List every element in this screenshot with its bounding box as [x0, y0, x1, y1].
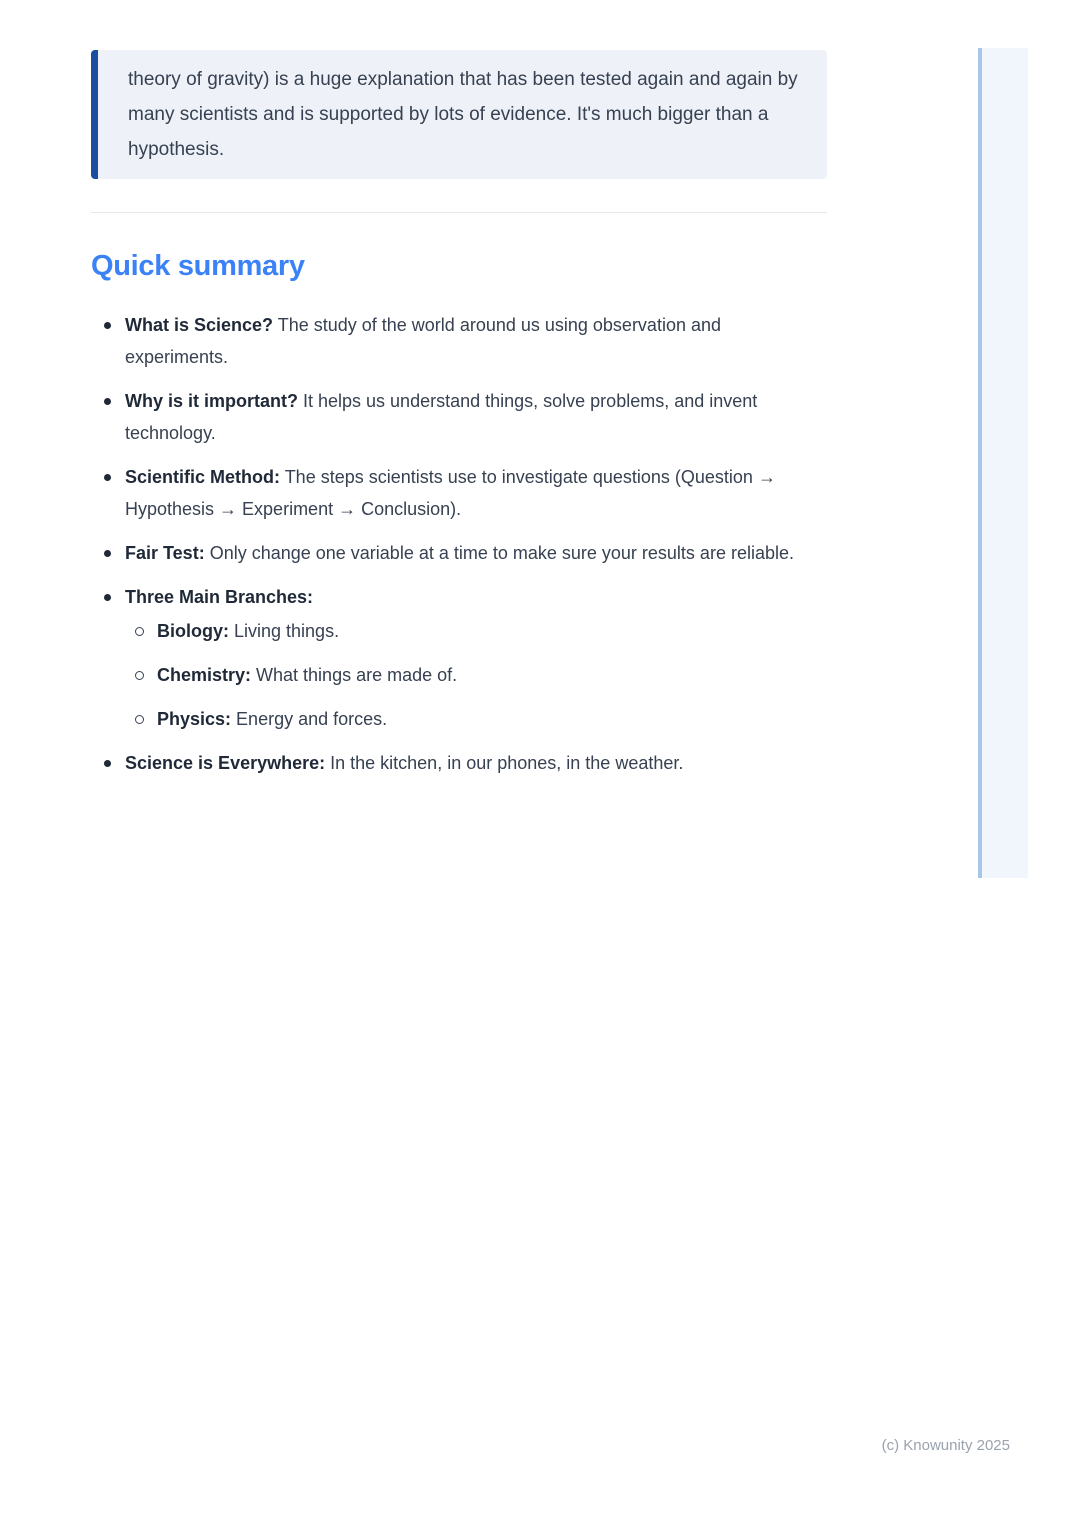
sub-list [91, 615, 827, 735]
list-item-lead: Science is Everywhere: [125, 753, 326, 773]
next-page-edge [978, 48, 1028, 878]
disc-bullet-icon [104, 398, 111, 405]
list-item-row [91, 537, 827, 569]
list-item-lead: Physics: [157, 709, 232, 729]
list-item-row [91, 309, 827, 373]
list-item-text: Chemistry: What things are made of. [157, 665, 458, 685]
list-item [91, 385, 827, 449]
list-item-row [91, 659, 827, 691]
blockquote-text: theory of gravity) is a huge explanation that has been tested again and again by many scientists and is supported by lots of evidence. It's much bigger than a hypothesis. [128, 69, 798, 160]
disc-bullet-icon [104, 760, 111, 767]
list-item-text: Fair Test: Only change one variable at a time to make sure your results are reliable. [125, 543, 794, 563]
list-item [91, 581, 827, 735]
list-item [91, 747, 827, 779]
list-item [91, 309, 827, 373]
sub-list-item [91, 615, 827, 647]
circle-bullet-icon [135, 715, 144, 724]
footer-copyright: (c) Knowunity 2025 [881, 1437, 1010, 1454]
list-item-text [125, 581, 827, 613]
list-item-text: Biology: Living things. [157, 621, 340, 641]
list-item-lead: Chemistry: [157, 665, 252, 685]
disc-bullet-icon [104, 474, 111, 481]
blockquote-callout [91, 50, 827, 179]
page-content [91, 50, 827, 791]
disc-bullet-icon [104, 594, 111, 601]
sub-list-item [91, 659, 827, 691]
list-item-lead: What is Science? [125, 315, 274, 335]
list-item-text: Science is Everywhere: In the kitchen, in our phones, in the weather. [125, 753, 684, 773]
disc-bullet-icon [104, 550, 111, 557]
list-item-row [91, 703, 827, 735]
summary-list [91, 309, 827, 779]
list-item-lead: Three Main Branches: [125, 587, 314, 607]
circle-bullet-icon [135, 671, 144, 680]
list-item [91, 461, 827, 525]
list-item-lead: Why is it important? [125, 391, 298, 411]
list-item-lead: Scientific Method: [125, 467, 281, 487]
list-item-lead: Fair Test: [125, 543, 205, 563]
list-item-text: Physics: Energy and forces. [157, 709, 388, 729]
section-divider [91, 212, 827, 213]
list-item-row [91, 385, 827, 449]
sub-list-item [91, 703, 827, 735]
disc-bullet-icon [104, 322, 111, 329]
list-item-row [91, 747, 827, 779]
list-item [91, 537, 827, 569]
list-item-row [91, 461, 827, 525]
list-item-text: Scientific Method: The steps scientists use to investigate questions (Question → Hypothesis → Experiment → Conclusion). [125, 467, 776, 519]
list-item-lead: Biology: [157, 621, 229, 641]
section-heading: Quick summary [91, 250, 305, 282]
list-item-text: What is Science? The study of the world around us using observation and experiments. [125, 315, 721, 367]
list-item-row [91, 615, 827, 647]
circle-bullet-icon [135, 627, 144, 636]
list-item-text: Why is it important? It helps us understand things, solve problems, and invent technology. [125, 391, 758, 443]
list-item-row [91, 581, 827, 613]
